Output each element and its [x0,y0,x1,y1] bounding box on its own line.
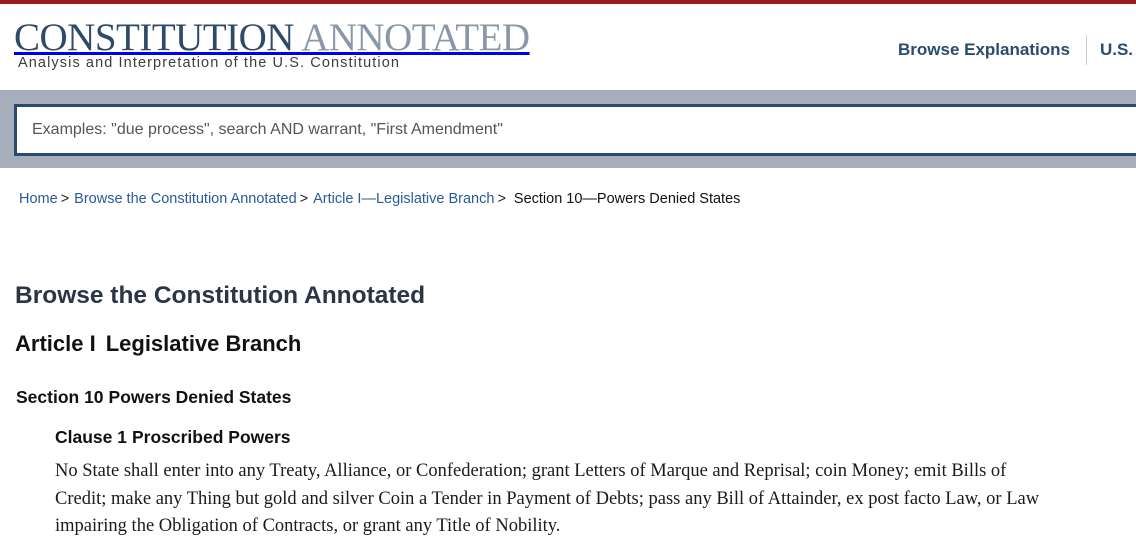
article-title: Legislative Branch [105,331,302,356]
logo-word-annotated: ANNOTATED [301,16,530,59]
clause-text-line: impairing the Obligation of Contracts, or grant any Title of Nobility. [55,516,561,536]
breadcrumb-separator: > [299,191,309,207]
site-logo[interactable] [14,18,530,58]
search-band [0,90,1136,168]
clause-title: Proscribed Powers [131,427,291,447]
article-number: Article I [15,331,96,356]
header-nav [898,38,1136,62]
breadcrumb-home[interactable]: Home [19,191,58,207]
breadcrumb-current: Section 10—Powers Denied States [513,191,741,207]
nav-browse-explanations[interactable]: Browse Explanations [898,40,1070,59]
breadcrumb [19,191,740,207]
clause-text-line: Credit; make any Thing but gold and silver Coin a Tender in Payment of Debts; pass any Bill of Attainder, ex post facto Law, or Law [55,488,1040,509]
breadcrumb-separator: > [497,191,506,207]
clause-text [55,458,1130,541]
nav-us[interactable]: U.S. [1099,40,1133,59]
section-number: Section 10 [16,387,104,407]
clause-text-line: No State shall enter into any Treaty, Alliance, or Confederation; grant Letters of Marque and Reprisal; coin Money; emit Bills of [55,461,1007,481]
breadcrumb-browse-constitution[interactable]: Browse the Constitution Annotated [74,191,297,207]
site-header [0,4,1136,90]
article-heading [15,331,301,357]
search-box [14,104,1136,156]
page-title: Browse the Constitution Annotated [15,282,426,309]
search-input[interactable] [17,107,1136,153]
breadcrumb-article-i[interactable]: Article I—Legislative Branch [313,191,495,207]
section-title: Powers Denied States [108,387,292,407]
nav-divider [1086,35,1087,65]
section-heading [16,387,291,408]
breadcrumb-separator: > [60,191,70,207]
logo-subtitle: Analysis and Interpretation of the U.S. Constitution [18,55,401,71]
logo-word-constitution: CONSTITUTION [14,16,294,59]
clause-heading [55,427,291,448]
clause-number: Clause 1 [55,427,127,447]
